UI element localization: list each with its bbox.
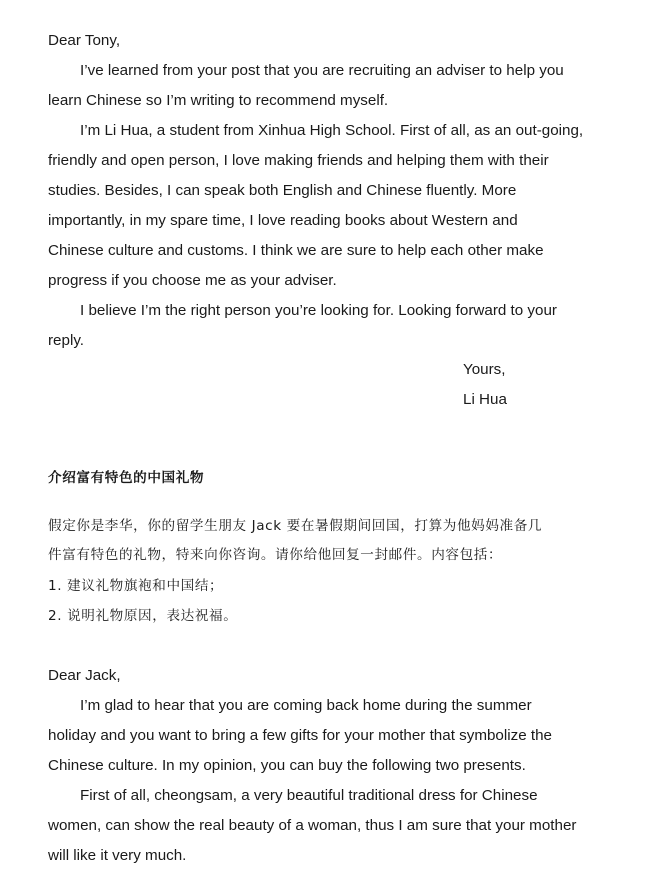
letter1-p1-line: learn Chinese so I’m writing to recommend myself.: [48, 92, 389, 109]
letter2-p2-line: women, can show the real beauty of a woman, thus I am sure that your mother: [48, 817, 577, 834]
letter1-p2-line: progress if you choose me as your adviser.: [48, 272, 337, 289]
letter2-p1-line: holiday and you want to bring a few gifts for your mother that symbolize the: [48, 727, 552, 744]
letter1-p3-line: reply.: [48, 332, 85, 349]
letter1-p2-line: Chinese culture and customs. I think we are sure to help each other make: [48, 242, 544, 259]
letter2-p2-line: First of all, cheongsam, a very beautiful traditional dress for Chinese: [80, 787, 538, 804]
task-prompt-line: 假定你是李华，你的留学生朋友 Jack 要在暑假期间回国，打算为他妈妈准备几: [48, 518, 543, 534]
letter1-p2-line: I’m Li Hua, a student from Xinhua High School. First of all, as an out-going,: [80, 122, 584, 139]
letter1-closing: Yours,: [463, 361, 506, 378]
letter1-signature: Li Hua: [463, 391, 507, 408]
task-point: 1. 建议礼物旗袍和中国结；: [48, 578, 224, 594]
letter2-p1-line: Chinese culture. In my opinion, you can buy the following two presents.: [48, 757, 526, 774]
letter1-p2-line: friendly and open person, I love making friends and helping them with their: [48, 152, 549, 169]
letter1-p1-line: I’ve learned from your post that you are recruiting an adviser to help you: [80, 62, 564, 79]
letter1-p2-line: studies. Besides, I can speak both English and Chinese fluently. More: [48, 182, 517, 199]
letter1-p2-line: importantly, in my spare time, I love reading books about Western and: [48, 212, 518, 229]
letter1-p3-line: I believe I’m the right person you’re looking for. Looking forward to your: [80, 302, 557, 319]
letter2-p1-line: I’m glad to hear that you are coming back home during the summer: [80, 697, 532, 714]
task-point: 2. 说明礼物原因，表达祝福。: [48, 608, 238, 624]
task-title: 介绍富有特色的中国礼物: [48, 470, 205, 486]
letter2-p2-line: will like it very much.: [48, 847, 187, 864]
letter1-greeting: Dear Tony,: [48, 32, 121, 49]
letter2-greeting: Dear Jack,: [48, 667, 121, 684]
task-prompt-line: 件富有特色的礼物，特来向你咨询。请你给他回复一封邮件。内容包括：: [48, 547, 503, 563]
